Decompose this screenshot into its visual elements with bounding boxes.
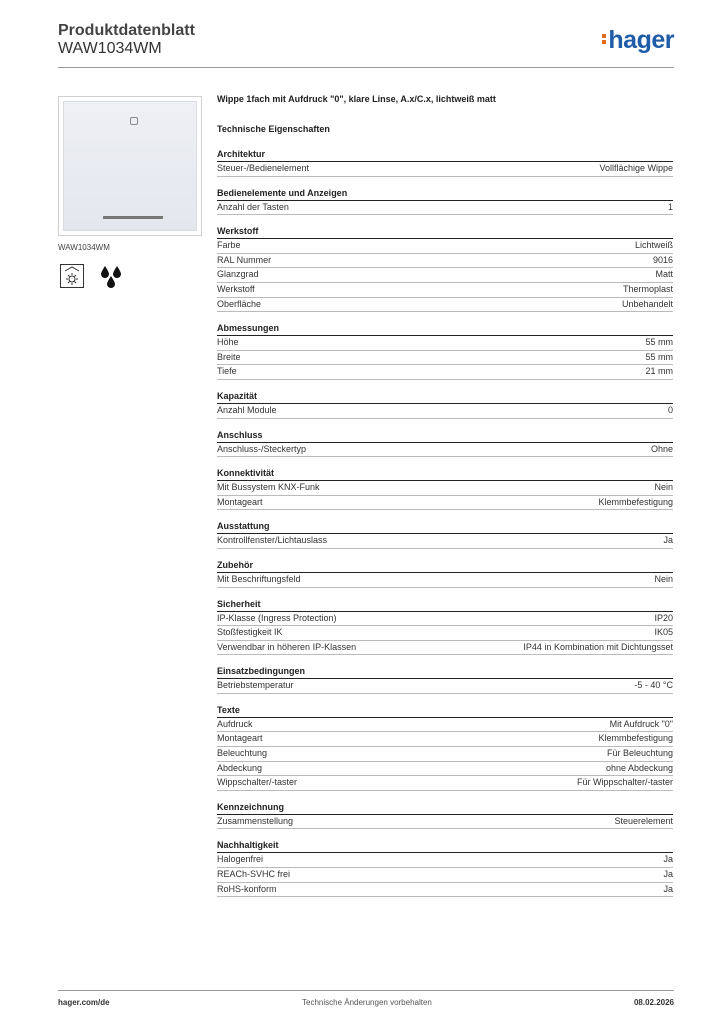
spec-value: Lichtweiß (634, 240, 673, 251)
spec-row (217, 365, 673, 380)
spec-label: Anzahl Module (217, 404, 277, 415)
spec-label: IP-Klasse (Ingress Protection) (217, 612, 337, 623)
footer-disclaimer: Technische Änderungen vorbehalten (302, 998, 432, 1007)
water-drops-icon (98, 264, 122, 288)
spec-row (217, 868, 673, 883)
spec-value: Klemmbefestigung (598, 733, 673, 744)
spec-label: Mit Beschriftungsfeld (217, 573, 301, 584)
section-heading: Werkstoff (217, 225, 673, 239)
spec-row (217, 283, 673, 298)
section-heading: Kennzeichnung (217, 801, 673, 815)
spec-value: Thermoplast (622, 283, 673, 294)
spec-value: Nein (654, 482, 673, 493)
lens-icon (130, 117, 138, 125)
spec-value: Matt (655, 269, 673, 280)
spec-label: Anzahl der Tasten (217, 201, 289, 212)
section-heading: Anschluss (217, 429, 673, 443)
spec-value: Vollflächige Wippe (599, 163, 673, 173)
section-heading: Architektur (217, 148, 673, 162)
spec-label: RoHS-konform (217, 883, 277, 894)
spec-row (217, 641, 673, 656)
spec-value: 0 (667, 404, 673, 415)
spec-label: Farbe (217, 240, 241, 251)
spec-label: Betriebstemperatur (217, 680, 294, 691)
section-heading: Bedienelemente und Anzeigen (217, 187, 673, 201)
product-image (58, 96, 202, 236)
spec-value: 55 mm (645, 351, 673, 362)
indoor-light-icon (60, 264, 84, 288)
spec-row (217, 718, 673, 733)
logo-text: hager (608, 26, 674, 54)
spec-label: Halogenfrei (217, 854, 264, 865)
section-heading: Nachhaltigkeit (217, 839, 673, 853)
spec-row (217, 762, 673, 777)
section-heading: Texte (217, 704, 673, 718)
spec-row (217, 404, 673, 419)
spec-value: Ja (663, 535, 673, 546)
spec-label: Werkstoff (217, 283, 255, 294)
spec-value: 55 mm (645, 337, 673, 348)
section-heading: Kapazität (217, 390, 673, 404)
spec-label: Glanzgrad (217, 269, 259, 280)
spec-value: -5 - 40 °C (634, 680, 673, 691)
spec-row (217, 776, 673, 791)
footer-date: 08.02.2026 (633, 998, 674, 1007)
spec-label: Kontrollfenster/Lichtauslass (217, 535, 328, 546)
spec-row (217, 239, 673, 254)
spec-row (217, 254, 673, 269)
spec-label: Wippschalter/-taster (217, 777, 298, 788)
spec-label: Verwendbar in höheren IP-Klassen (217, 641, 357, 652)
spec-value: 9016 (652, 254, 673, 265)
page-title: Produktdatenblatt (58, 22, 195, 39)
spec-label: Abdeckung (217, 762, 263, 773)
spec-row (217, 268, 673, 283)
spec-value: Für Wippschalter/-taster (576, 777, 673, 788)
footer-website[interactable]: hager.com/de (58, 998, 110, 1007)
spec-label: Zusammenstellung (217, 815, 294, 826)
spec-label: Höhe (217, 337, 239, 348)
spec-row (217, 883, 673, 898)
spec-label: Tiefe (217, 366, 237, 377)
spec-row (217, 496, 673, 511)
spec-value: Steuerelement (614, 815, 673, 826)
spec-value: IP20 (654, 612, 673, 623)
logo-dots-icon (602, 32, 607, 46)
spec-label: Aufdruck (217, 718, 253, 729)
rocker-switch-graphic (63, 101, 197, 231)
spec-value: Mit Aufdruck "0" (609, 718, 673, 729)
spec-sections (217, 148, 673, 897)
spec-value: Ja (663, 869, 673, 880)
spec-row (217, 573, 673, 588)
spec-row (217, 679, 673, 694)
spec-value: IK05 (654, 627, 673, 638)
product-number: WAW1034WM (58, 40, 162, 57)
spec-value: Für Beleuchtung (606, 748, 673, 759)
spec-row (217, 481, 673, 496)
section-heading: Konnektivität (217, 467, 673, 481)
spec-label: Mit Bussystem KNX-Funk (217, 482, 320, 493)
spec-row (217, 162, 673, 177)
spec-label: Beleuchtung (217, 748, 268, 759)
spec-value: Unbehandelt (621, 298, 673, 309)
spec-label: REACh-SVHC frei (217, 869, 291, 880)
spec-value: 21 mm (645, 366, 673, 377)
spec-label: Montageart (217, 496, 263, 507)
footer-divider (58, 990, 674, 991)
spec-row (217, 298, 673, 313)
spec-label: Steuer-/Bedienelement (217, 163, 310, 173)
spec-row (217, 853, 673, 868)
spec-value: Klemmbefestigung (598, 496, 673, 507)
spec-row (217, 443, 673, 458)
indicator-bar (103, 216, 163, 219)
spec-row (217, 612, 673, 627)
header-divider (58, 67, 674, 68)
spec-value: IP44 in Kombination mit Dichtungsset (523, 641, 673, 652)
spec-value: Ja (663, 883, 673, 894)
spec-row (217, 351, 673, 366)
spec-row (217, 626, 673, 641)
tech-heading: Technische Eigenschaften (217, 124, 330, 134)
spec-value: ohne Abdeckung (605, 762, 673, 773)
spec-label: Anschluss-/Steckertyp (217, 443, 307, 454)
spec-row (217, 747, 673, 762)
spec-label: RAL Nummer (217, 254, 272, 265)
spec-value: Ohne (650, 443, 673, 454)
spec-label: Stoßfestigkeit IK (217, 627, 283, 638)
section-heading: Ausstattung (217, 520, 673, 534)
spec-row (217, 732, 673, 747)
spec-value: Nein (654, 573, 673, 584)
spec-row (217, 534, 673, 549)
spec-row (217, 815, 673, 830)
section-heading: Abmessungen (217, 322, 673, 336)
product-description: Wippe 1fach mit Aufdruck "0", klare Linse, A.x/C.x, lichtweiß matt (217, 94, 496, 104)
page-header (58, 20, 674, 70)
image-caption: WAW1034WM (58, 243, 110, 252)
spec-content (217, 94, 673, 897)
spec-value: 1 (667, 201, 673, 212)
hager-logo (602, 26, 674, 55)
section-heading: Zubehör (217, 559, 673, 573)
spec-row (217, 336, 673, 351)
spec-row (217, 201, 673, 216)
spec-label: Montageart (217, 733, 263, 744)
spec-value: Ja (663, 854, 673, 865)
section-heading: Einsatzbedingungen (217, 665, 673, 679)
section-heading: Sicherheit (217, 598, 673, 612)
spec-label: Oberfläche (217, 298, 262, 309)
spec-label: Breite (217, 351, 241, 362)
